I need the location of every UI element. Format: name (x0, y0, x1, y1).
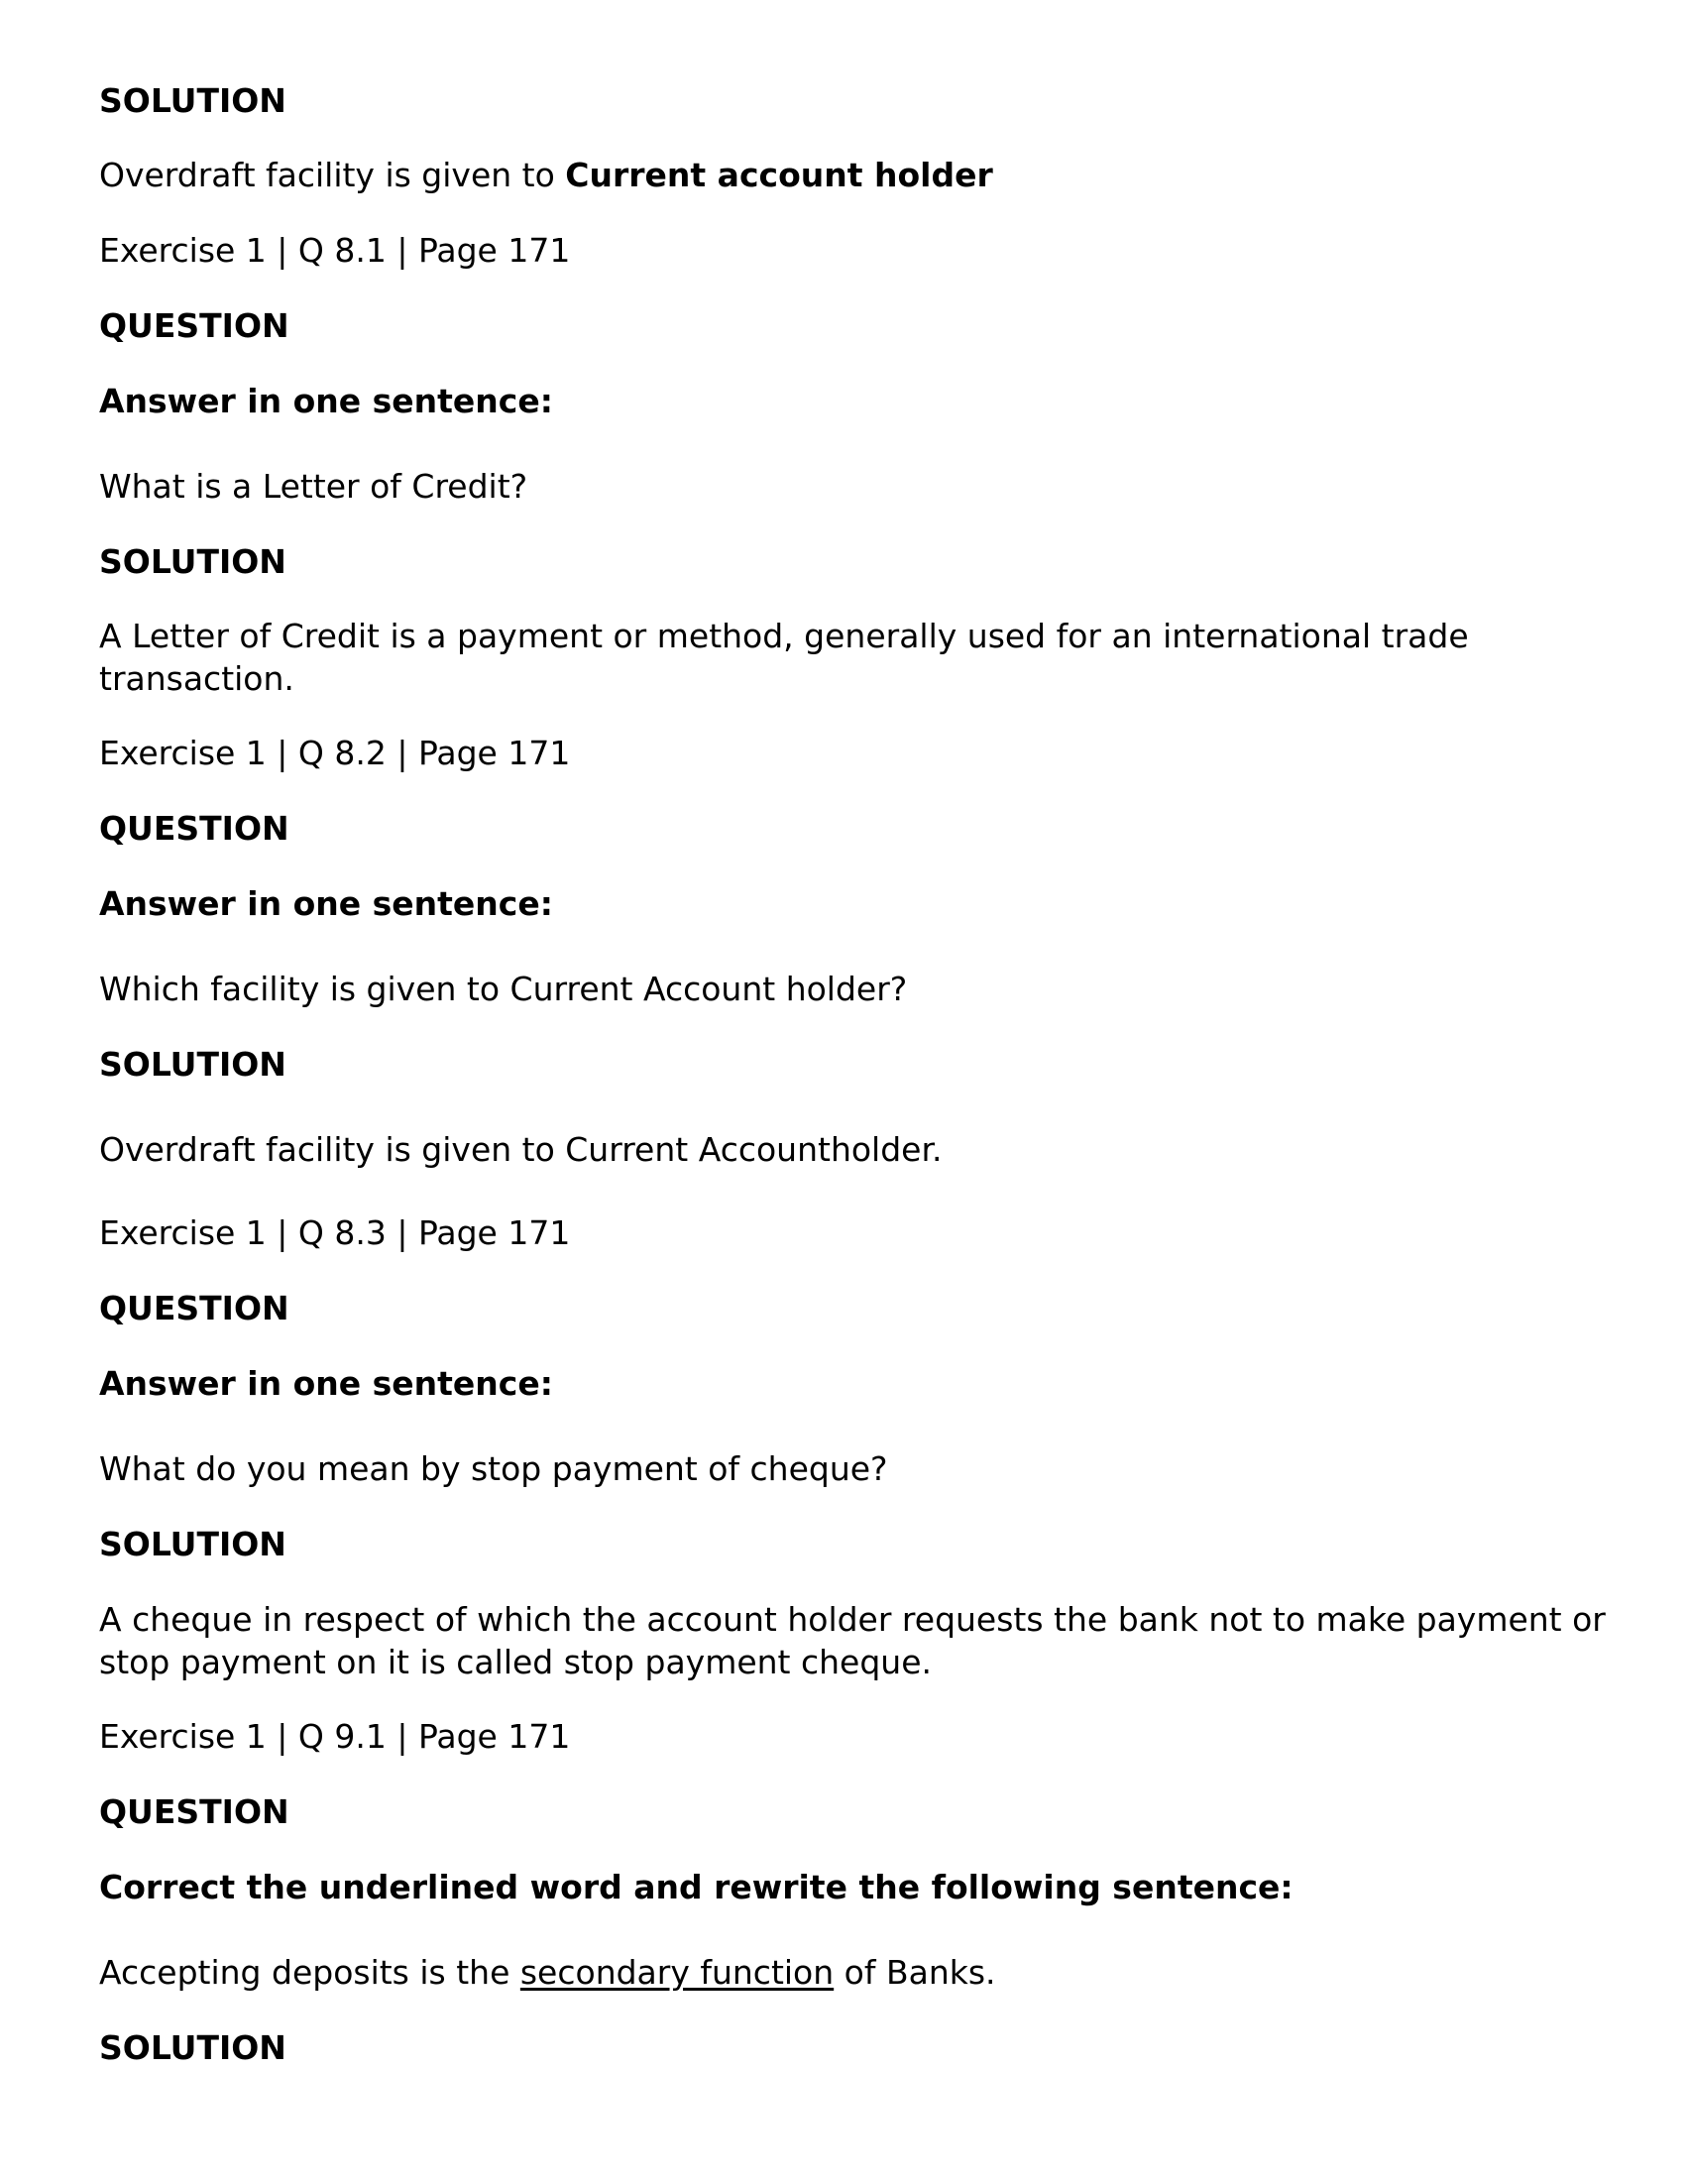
question-heading: QUESTION (99, 809, 289, 848)
question-heading: QUESTION (99, 1289, 289, 1327)
exercise-reference: Exercise 1 | Q 8.2 | Page 171 (99, 734, 571, 772)
solution-text-bold: Current account holder (565, 156, 993, 194)
solution-heading: SOLUTION (99, 542, 286, 581)
question-instruction: Answer in one sentence: (99, 884, 553, 923)
solution-text: A cheque in respect of which the account holder requests the bank not to make payment or stop payment on it is called stop payment cheque. (99, 1600, 1606, 1681)
exercise-reference: Exercise 1 | Q 8.3 | Page 171 (99, 1213, 571, 1252)
solution-heading: SOLUTION (99, 2028, 286, 2067)
exercise-reference: Exercise 1 | Q 8.1 | Page 171 (99, 231, 571, 270)
exercise-reference: Exercise 1 | Q 9.1 | Page 171 (99, 1717, 571, 1756)
question-text-after: of Banks. (834, 1953, 996, 1992)
solution-text: Overdraft facility is given to Current Accountholder. (99, 1130, 943, 1169)
question-instruction: Answer in one sentence: (99, 382, 553, 420)
solution-text (99, 154, 993, 196)
question-instruction: Answer in one sentence: (99, 1364, 553, 1403)
solution-text: A Letter of Credit is a payment or method, generally used for an international trade transaction. (99, 617, 1469, 698)
question-heading: QUESTION (99, 306, 289, 345)
question-text: Which facility is given to Current Account holder? (99, 970, 908, 1008)
question-text: What do you mean by stop payment of cheque? (99, 1449, 888, 1488)
solution-heading: SOLUTION (99, 1045, 286, 1084)
solution-text-prefix: Overdraft facility is given to (99, 156, 566, 194)
solution-heading: SOLUTION (99, 81, 286, 120)
solution-heading: SOLUTION (99, 1525, 286, 1563)
question-heading: QUESTION (99, 1792, 289, 1831)
question-text (99, 1951, 996, 1994)
underlined-phrase: secondary function (519, 1953, 835, 1992)
question-text: What is a Letter of Credit? (99, 467, 528, 506)
question-text-before: Accepting deposits is the (99, 1953, 520, 1992)
question-instruction: Correct the underlined word and rewrite the following sentence: (99, 1868, 1294, 1906)
